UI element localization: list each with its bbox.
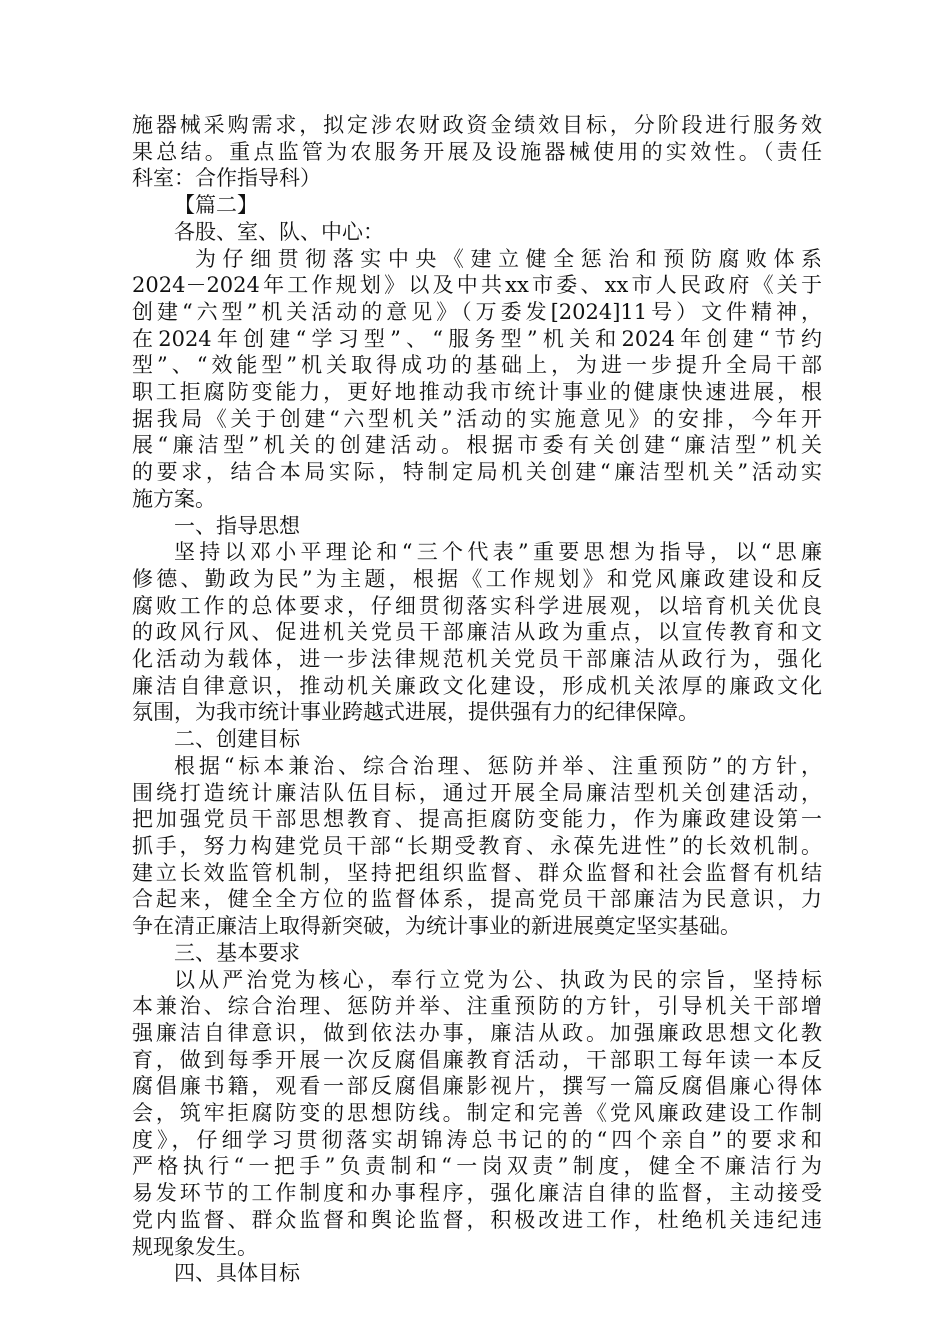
text-line: 施器械采购需求，拟定涉农财政资金绩效目标，分阶段进行服务效 — [132, 113, 822, 137]
heading-text: 一、指导思想 — [174, 513, 300, 538]
text-line: 氛围，为我市统计事业跨越式进展，提供强有力的纪律保障。 — [132, 700, 699, 725]
text-line: 根据“标本兼治、综合治理、惩防并举、注重预防”的方针， — [174, 753, 822, 778]
heading-text: 三、基本要求 — [174, 940, 300, 965]
text-line: 2024－2024年工作规划》以及中共xx市委、xx市人民政府《关于 — [132, 273, 822, 298]
heading-text: 四、具体目标 — [174, 1261, 300, 1286]
text-line: 型”、“效能型”机关取得成功的基础上，为进一步提升全局干部 — [132, 353, 822, 378]
text-line: 职工拒腐防变能力，更好地推动我市统计事业的健康快速进展，根 — [132, 380, 822, 405]
text-line: 建立长效监管机制，坚持把组织监督、群众监督和社会监督有机结 — [132, 860, 822, 885]
text-line: 施方案。 — [132, 486, 216, 511]
text-line: 创建“六型”机关活动的意见》（万委发[2024]11号）文件精神， — [132, 299, 822, 324]
section-heading — [132, 726, 822, 753]
text-line: 在2024年创建“学习型”、“服务型”机关和2024年创建“节约 — [132, 326, 822, 351]
text-line: 腐倡廉书籍，观看一部反腐倡廉影视片，撰写一篇反腐倡廉心得体 — [132, 1074, 822, 1099]
text-line: 以从严治党为核心，奉行立党为公、执政为民的宗旨，坚持标 — [174, 967, 822, 992]
text-line: 修德、勤政为民”为主题，根据《工作规划》和党风廉政建设和反 — [132, 566, 822, 591]
section-heading — [132, 513, 822, 540]
text-line: 的要求，结合本局实际，特制定局机关创建“廉洁型机关”活动实 — [132, 460, 822, 485]
text-line: 本兼治、综合治理、惩防并举、注重预防的方针，引导机关干部增 — [132, 994, 822, 1019]
heading-text: 二、创建目标 — [174, 727, 300, 752]
text-line: 严格执行“一把手”负责制和“一岗双责”制度，健全不廉洁行为 — [132, 1154, 822, 1179]
text-line: 据我局《关于创建“六型机关”活动的实施意见》的安排，今年开 — [132, 406, 822, 431]
body-paragraph — [132, 246, 822, 513]
text-line: 围绕打造统计廉洁队伍目标，通过开展全局廉洁型机关创建活动， — [132, 780, 822, 805]
text-line: 的政风行风、促进机关党员干部廉洁从政为重点，以宣传教育和文 — [132, 620, 822, 645]
text-line: 腐败工作的总体要求，仔细贯彻落实科学进展观，以培育机关优良 — [132, 593, 822, 618]
section-marker — [132, 192, 822, 219]
text-line: 抓手，努力构建党员干部“长期受教育、永葆先进性”的长效机制。 — [132, 833, 822, 858]
body-paragraph — [132, 539, 822, 726]
text-line: 科室：合作指导科） — [132, 166, 321, 191]
section-heading — [132, 1260, 822, 1287]
text-line: 易发环节的工作制度和办事程序，强化廉洁自律的监督，主动接受 — [132, 1181, 822, 1206]
section-heading — [132, 940, 822, 967]
section-marker-text: 【篇二】 — [174, 193, 258, 218]
text-line: 化活动为载体，进一步法律规范机关党员干部廉洁从政行为，强化 — [132, 647, 822, 672]
salutation — [132, 219, 822, 246]
document-body — [132, 112, 822, 1287]
text-line: 果总结。重点监管为农服务开展及设施器械使用的实效性。（责任 — [132, 139, 822, 164]
text-line: 党内监督、群众监督和舆论监督，积极改进工作，杜绝机关违纪违 — [132, 1207, 822, 1232]
text-line: 强廉洁自律意识，做到依法办事，廉洁从政。加强廉政思想文化教 — [132, 1020, 822, 1045]
text-line: 会，筑牢拒腐防变的思想防线。制定和完善《党风廉政建设工作制 — [132, 1101, 822, 1126]
text-line: 廉洁自律意识，推动机关廉政文化建设，形成机关浓厚的廉政文化 — [132, 673, 822, 698]
salutation-text: 各股、室、队、中心： — [174, 219, 384, 244]
text-line: 为仔细贯彻落实中央《建立健全惩治和预防腐败体系 — [195, 246, 822, 271]
text-line: 规现象发生。 — [132, 1234, 258, 1259]
body-paragraph — [132, 967, 822, 1261]
text-line: 把加强党员干部思想教育、提高拒腐防变能力，作为廉政建设第一 — [132, 807, 822, 832]
text-line: 合起来，健全全方位的监督体系，提高党员干部廉洁为民意识，力 — [132, 887, 822, 912]
intro-paragraph — [132, 112, 822, 192]
text-line: 育，做到每季开展一次反腐倡廉教育活动，干部职工每年读一本反 — [132, 1047, 822, 1072]
text-line: 度》，仔细学习贯彻落实胡锦涛总书记的的“四个亲自”的要求和 — [132, 1127, 822, 1152]
text-line: 坚持以邓小平理论和“三个代表”重要思想为指导，以“思廉 — [174, 540, 822, 565]
text-line: 展“廉洁型”机关的创建活动。根据市委有关创建“廉洁型”机关 — [132, 433, 822, 458]
body-paragraph — [132, 753, 822, 940]
text-line: 争在清正廉洁上取得新突破，为统计事业的新进展奠定坚实基础。 — [132, 914, 741, 939]
